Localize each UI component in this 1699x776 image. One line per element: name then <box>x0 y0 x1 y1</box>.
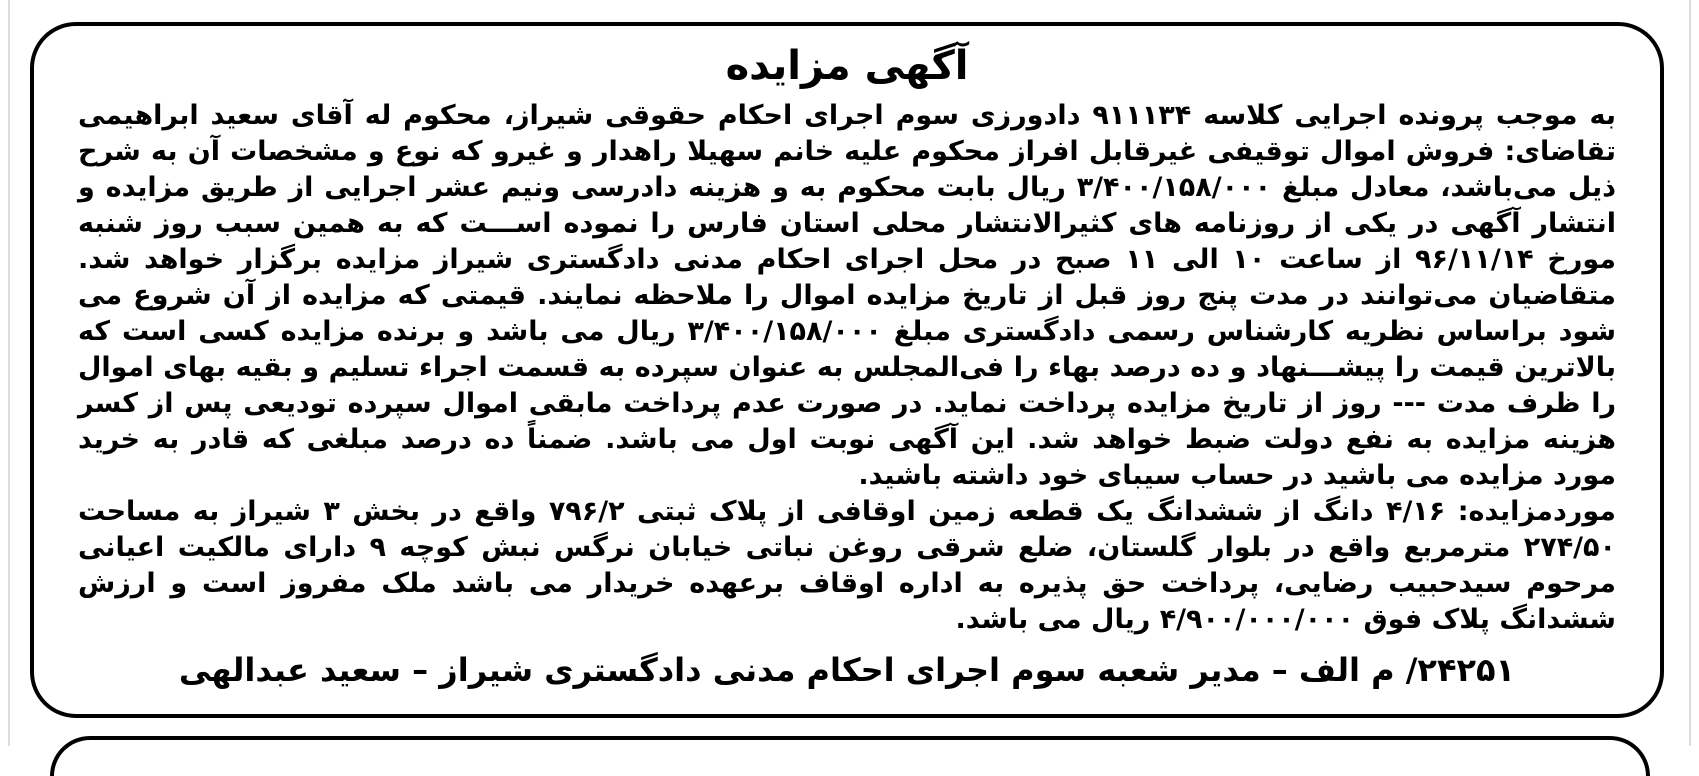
notice-title: آگهی مزایده <box>725 43 969 89</box>
page-edge-left <box>8 0 10 746</box>
auction-notice <box>30 22 1664 718</box>
notice-paragraph-main: به موجب پرونده اجرایی کلاسه ۹۱۱۱۳۴ دادورزی سوم اجرای احکام حقوقی شیراز، محکوم له آقای سعید ابراهیمی تقاضای: فروش اموال توقیفی غیرقابل افراز محکوم علیه خانم سهیلا راهدار و غیرو که نوع و مشخصات آن به شرح ذیل می‌باشد، معادل مبلغ ۳/۴۰۰/۱۵۸/۰۰۰ ریال بابت محکوم به و هزینه دادرسی ونیم عشر اجرایی از طریق مزایده و انتشار آگهی در یکی از روزنامه های کثیرالانتشار محلی استان فارس را نموده اســـت که به همین سبب روز شنبه مورخ ۹۶/۱۱/۱۴ از ساعت ۱۰ الی ۱۱ صبح در محل اجرای احکام مدنی دادگستری شیراز مزایده برگزار خواهد شد. متقاضیان می‌توانند در مدت پنج روز قبل از تاریخ مزایده اموال را ملاحظه نمایند. قیمتی که مزایده از آن شروع می شود براساس نظریه کارشناس رسمی دادگستری مبلغ ۳/۴۰۰/۱۵۸/۰۰۰ ریال می باشد و برنده مزایده کسی است که بالاترین قیمت را پیشـــنهاد و ده درصد بهاء را فی‌المجلس به عنوان سپرده به قسمت اجراء تسلیم و بقیه بهای اموال را ظرف مدت --- روز از تاریخ مزایده پرداخت نماید. در صورت عدم پرداخت مابقی اموال سپرده تودیعی پس از کسر هزینه مزایده به نفع دولت ضبط خواهد شد. این آگهی نوبت اول می باشد. ضمناً ده درصد مبلغی که قادر به خرید مورد مزایده می باشید در حساب سیبای خود داشته باشید. <box>78 100 1617 491</box>
next-notice-box-edge <box>50 736 1650 776</box>
notice-paragraph-subject: موردمزایده: ۴/۱۶ دانگ از ششدانگ یک قطعه زمین اوقافی از پلاک ثبتی ۷۹۶/۲ واقع در بخش ۳ شیراز به مساحت ۲۷۴/۵۰ مترمربع واقع در بلوار گلستان، ضلع شرقی روغن نباتی خیابان نرگس نبش کوچه ۹ دارای مالکیت اعیانی مرحوم سیدحبیب رضایی، پرداخت حق پذیره به اداره اوقاف برعهده خریدار می باشد ملک مفروز است و ارزش ششدانگ پلاک فوق ۴/۹۰۰/۰۰۰/۰۰۰ ریال می باشد. <box>78 496 1616 635</box>
notice-body <box>78 98 1616 638</box>
notice-footer-signature: ۲۴۲۵۱/ م الف – مدیر شعبه سوم اجرای احکام مدنی دادگستری شیراز – سعید عبدالهی <box>178 651 1516 689</box>
page-edge-right <box>1689 0 1691 746</box>
